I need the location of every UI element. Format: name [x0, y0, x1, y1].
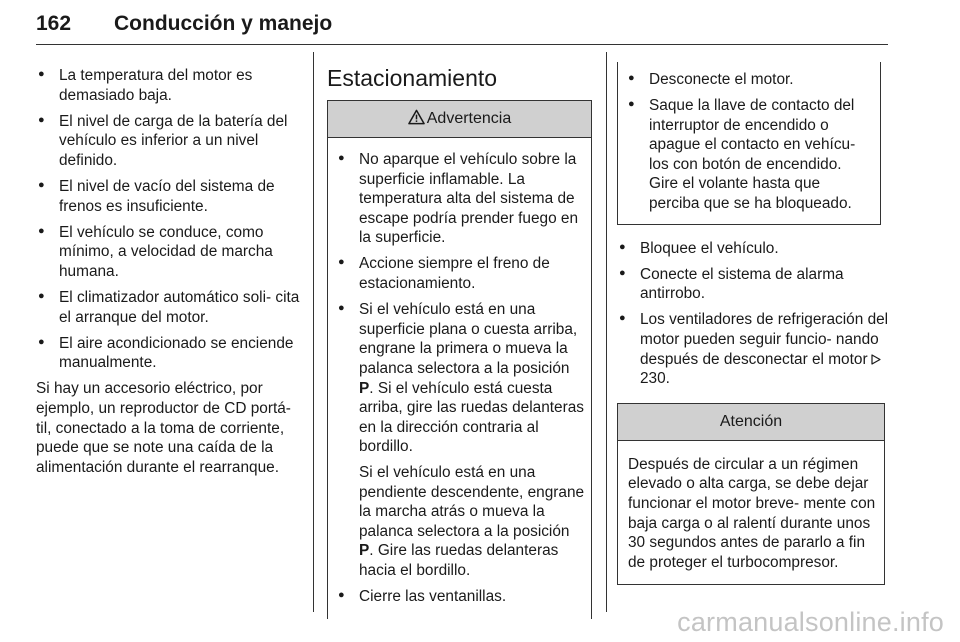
watermark: carmanualsonline.info — [677, 607, 944, 637]
attention-box-body: Después de circular a un régimen elevado o alta carga, se debe dejar funcionar el motor breve- mente con baja carga o al ralentí durante unos 30 segundos antes de pararlo a fin de proteger el turbocompresor. — [628, 455, 876, 571]
list-item: ● Cierre las ventanillas. — [336, 587, 585, 607]
sub-paragraph-text: Si el vehículo está en una pendiente descendente, engrane la marcha atrás o mueva la palanca selectora a la posición — [359, 463, 585, 540]
column-2 — [327, 64, 592, 619]
page-reference[interactable]: 230. — [640, 370, 670, 388]
warning-box-body — [328, 138, 591, 619]
list-item: ● No aparque el vehículo sobre la superficie inflamable. La temperatura alta del sistema de escape podría prender fuego en la superficie. — [336, 150, 585, 248]
header-rule — [36, 44, 888, 45]
column-divider-2 — [606, 52, 607, 612]
bullet-list — [36, 66, 304, 373]
sub-paragraph — [359, 463, 585, 581]
list-item: ● El aire acondicionado se enciende manualmente. — [36, 334, 304, 373]
bullet-list — [617, 239, 889, 389]
column-3 — [617, 62, 889, 585]
list-item — [617, 310, 889, 388]
list-item: ● Saque la llave de contacto del interruptor de encendido o apague el contacto en vehícu- los con botón de encendido. Gire el volante hasta que perciba que se ha bloqueado. — [626, 96, 874, 214]
list-item: ● La temperatura del motor es demasiado baja. — [36, 66, 304, 105]
list-item-text: . Si el vehículo está cuesta arriba, gire las ruedas delanteras en la dirección contraria al bordillo. — [359, 379, 584, 456]
warning-triangle-icon — [408, 109, 425, 125]
list-item — [336, 300, 585, 580]
page-title: Conducción y manejo — [114, 12, 333, 35]
warning-box — [327, 100, 592, 619]
attention-box-header — [618, 404, 884, 441]
list-item: ● Desconecte el motor. — [626, 70, 874, 90]
list-item-text: Si el vehículo está en una superficie plana o cuesta arriba, engrane la primera o mueva la palanca selectora a la posición — [359, 301, 578, 377]
list-item: ● El nivel de vacío del sistema de frenos es insuficiente. — [36, 177, 304, 216]
section-title: Estacionamiento — [327, 65, 498, 91]
list-item: ● Bloquee el vehículo. — [617, 239, 889, 259]
list-item: ● Conecte el sistema de alarma antirrobo. — [617, 265, 889, 304]
warning-bullet-list — [626, 70, 874, 214]
warning-title: Advertencia — [426, 110, 512, 127]
page-number: 162 — [36, 12, 72, 35]
page-header — [36, 4, 888, 48]
warning-box-header — [328, 101, 591, 138]
list-item: ● El climatizador automático soli- cita el arranque del motor. — [36, 288, 304, 327]
list-item: ● El vehículo se conduce, como mínimo, a velocidad de marcha humana. — [36, 223, 304, 282]
column-divider-1 — [313, 52, 314, 612]
list-item-text: Los ventiladores de refrigeración del motor pueden seguir funcio- nando después de desconectar el motor — [640, 311, 889, 368]
sub-paragraph-text: . Gire las ruedas delanteras hacia el bordillo. — [359, 542, 559, 579]
attention-title: Atención — [719, 412, 783, 430]
page-reference-arrow-icon — [871, 354, 881, 365]
list-item: ● El nivel de carga de la batería del vehículo es inferior a un nivel definido. — [36, 112, 304, 171]
attention-box — [617, 403, 885, 586]
list-item: ● Accione siempre el freno de estacionamiento. — [336, 254, 585, 293]
warning-box-continued — [617, 62, 881, 225]
column-1 — [36, 66, 304, 477]
gear-position-p: P — [359, 542, 370, 560]
body-paragraph: Si hay un accesorio eléctrico, por ejemplo, un reproductor de CD portá- til, conectado a la toma de corriente, puede que se note una caída de la alimentación durante el rearranque. — [36, 380, 291, 476]
gear-position-p: P — [359, 379, 370, 397]
warning-bullet-list — [336, 150, 585, 607]
